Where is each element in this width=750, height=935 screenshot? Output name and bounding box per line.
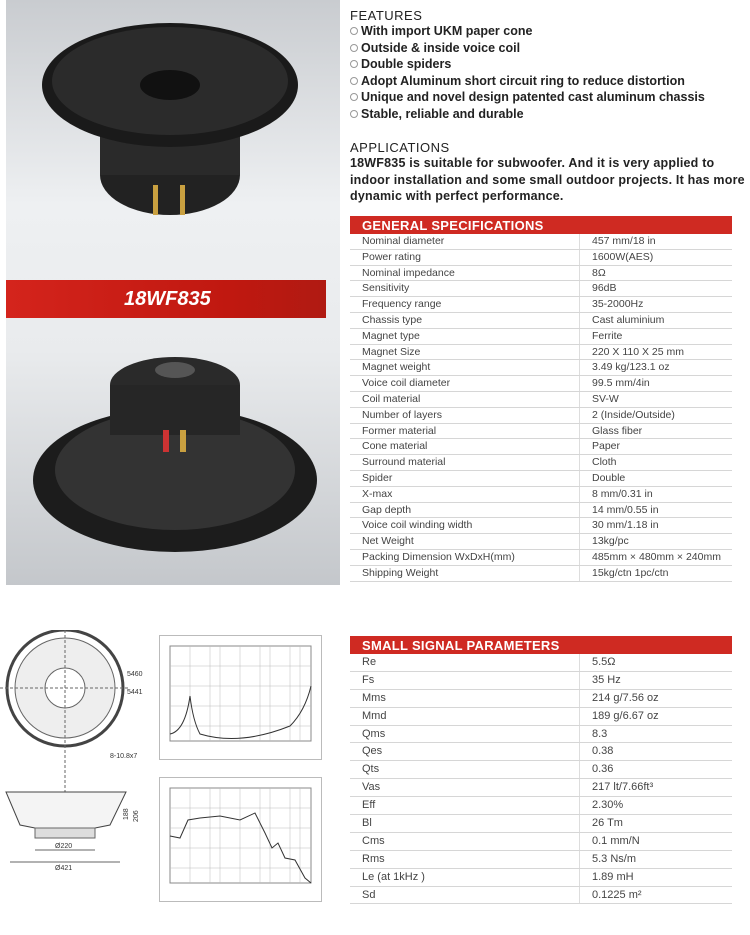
- table-row: [350, 726, 732, 744]
- feature-text: Adopt Aluminum short circuit ring to reduce distortion: [361, 73, 685, 88]
- param-value: 13kg/pc: [592, 535, 629, 548]
- table-row: [350, 360, 732, 376]
- table-row: [350, 376, 732, 392]
- feature-text: Stable, reliable and durable: [361, 106, 524, 121]
- bullet-icon: [350, 27, 358, 35]
- features-title: FEATURES: [350, 8, 423, 23]
- frequency-response-graph: [159, 777, 322, 902]
- model-banner: 18WF835: [6, 280, 326, 318]
- param-label: Packing Dimension WxDxH(mm): [350, 550, 580, 565]
- feature-item: [350, 56, 745, 73]
- table-row: [350, 313, 732, 329]
- param-label: Sd: [350, 887, 580, 904]
- table-row: [350, 690, 732, 708]
- param-value: 30 mm/1.18 in: [592, 519, 659, 532]
- bullet-icon: [350, 77, 358, 85]
- param-label: Spider: [350, 471, 580, 486]
- table-row: [350, 408, 732, 424]
- dim-label: 5441: [127, 689, 143, 696]
- feature-text: With import UKM paper cone: [361, 24, 533, 38]
- param-value: 189 g/6.67 oz: [592, 709, 659, 722]
- param-value: 14 mm/0.55 in: [592, 503, 659, 516]
- table-row: [350, 471, 732, 487]
- param-value: 2 (Inside/Outside): [592, 408, 675, 421]
- param-value: 217 lt/7.66ft³: [592, 781, 654, 794]
- param-value: 2.30%: [592, 799, 624, 812]
- param-value: 5.3 Ns/m: [592, 852, 637, 865]
- param-label: Surround material: [350, 455, 580, 470]
- table-row: [350, 424, 732, 440]
- param-label: Sensitivity: [350, 281, 580, 296]
- param-value: Double: [592, 471, 626, 484]
- feature-item: [350, 40, 745, 57]
- speaker-rear-image: [30, 330, 320, 570]
- param-value: 1.89 mH: [592, 870, 634, 883]
- param-label: Qts: [350, 761, 580, 778]
- param-value: 35-2000Hz: [592, 298, 644, 311]
- param-label: Eff: [350, 797, 580, 814]
- table-row: [350, 329, 732, 345]
- feature-item: [350, 106, 745, 123]
- table-row: [350, 234, 732, 250]
- param-value: Glass fiber: [592, 424, 643, 437]
- param-label: Shipping Weight: [350, 566, 580, 581]
- feature-item: [350, 89, 745, 106]
- param-label: Voice coil diameter: [350, 376, 580, 391]
- param-label: Fs: [350, 672, 580, 689]
- param-label: Qms: [350, 726, 580, 743]
- param-value: 8Ω: [592, 266, 606, 279]
- param-value: 26 Tm: [592, 817, 623, 830]
- param-label: Nominal diameter: [350, 234, 580, 249]
- param-value: 0.1 mm/N: [592, 834, 640, 847]
- param-label: Gap depth: [350, 503, 580, 518]
- table-row: [350, 672, 732, 690]
- small-signal-parameters-table: [350, 636, 732, 904]
- table-row: [350, 518, 732, 534]
- table-row: [350, 833, 732, 851]
- param-value: Ferrite: [592, 329, 623, 342]
- param-value: 8.3: [592, 727, 608, 740]
- table-row: [350, 869, 732, 887]
- bullet-icon: [350, 110, 358, 118]
- speaker-front-image: [35, 15, 305, 255]
- feature-text: Unique and novel design patented cast aluminum chassis: [361, 90, 705, 105]
- param-value: 0.1225 m²: [592, 888, 642, 901]
- param-label: Mms: [350, 690, 580, 707]
- table-row: [350, 851, 732, 869]
- param-label: Qes: [350, 743, 580, 760]
- param-value: 5.5Ω: [592, 656, 616, 668]
- general-specifications-table: [350, 216, 732, 582]
- dim-label: Ø220: [55, 843, 73, 850]
- dim-label: Ø421: [55, 865, 73, 872]
- param-label: Number of layers: [350, 408, 580, 423]
- param-label: Bl: [350, 815, 580, 832]
- param-value: 35 Hz: [592, 673, 621, 686]
- table-row: [350, 455, 732, 471]
- param-value: 0.36: [592, 763, 614, 776]
- table-row: [350, 761, 732, 779]
- param-label: Vas: [350, 779, 580, 796]
- table-row: [350, 534, 732, 550]
- bullet-icon: [350, 93, 358, 101]
- param-value: 3.49 kg/123.1 oz: [592, 361, 670, 374]
- table-row: [350, 487, 732, 503]
- dim-label: 5460: [127, 671, 143, 678]
- table-row: [350, 887, 732, 905]
- param-label: Re: [350, 654, 580, 671]
- table-row: [350, 743, 732, 761]
- table-row: [350, 392, 732, 408]
- features-section: [350, 8, 745, 123]
- param-label: Magnet Size: [350, 345, 580, 360]
- param-value: 8 mm/0.31 in: [592, 487, 653, 500]
- param-value: Cloth: [592, 456, 617, 469]
- table-row: [350, 708, 732, 726]
- param-value: 457 mm/18 in: [592, 235, 656, 247]
- param-label: Net Weight: [350, 534, 580, 549]
- dim-label: 188: [123, 808, 130, 820]
- applications-text: 18WF835 is suitable for subwoofer. And it is very applied to indoor installation and some small outdoor projects. It has more dynamic with perfect performance.: [350, 156, 745, 204]
- applications-title: APPLICATIONS: [350, 140, 450, 155]
- param-label: Mmd: [350, 708, 580, 725]
- param-value: Paper: [592, 440, 621, 453]
- param-value: 220 X 110 X 25 mm: [592, 345, 685, 358]
- param-label: Rms: [350, 851, 580, 868]
- param-value: 15kg/ctn 1pc/ctn: [592, 566, 669, 579]
- dim-label: 206: [133, 810, 140, 822]
- param-value: 214 g/7.56 oz: [592, 691, 659, 704]
- param-value: 0.38: [592, 745, 614, 758]
- table-row: [350, 297, 732, 313]
- feature-item: [350, 73, 745, 90]
- table-row: [350, 654, 732, 672]
- param-label: Former material: [350, 424, 580, 439]
- param-value: 96dB: [592, 282, 617, 295]
- table-row: [350, 250, 732, 266]
- table-row: [350, 566, 732, 582]
- param-value: 485mm × 480mm × 240mm: [592, 550, 721, 563]
- feature-item: [350, 23, 745, 40]
- param-label: Magnet weight: [350, 360, 580, 375]
- param-label: Frequency range: [350, 297, 580, 312]
- param-label: X-max: [350, 487, 580, 502]
- applications-section: [350, 140, 745, 205]
- param-value: SV-W: [592, 392, 619, 405]
- param-label: Coil material: [350, 392, 580, 407]
- param-value: 99.5 mm/4in: [592, 377, 650, 390]
- table-row: [350, 797, 732, 815]
- param-label: Chassis type: [350, 313, 580, 328]
- table-header: GENERAL SPECIFICATIONS: [350, 216, 732, 234]
- table-row: [350, 550, 732, 566]
- param-value: Cast aluminium: [592, 313, 665, 326]
- bullet-icon: [350, 60, 358, 68]
- table-row: [350, 503, 732, 519]
- param-value: 1600W(AES): [592, 250, 654, 263]
- dim-label: 8-10.8x7: [110, 753, 138, 760]
- table-row: [350, 439, 732, 455]
- table-row: [350, 345, 732, 361]
- feature-text: Outside & inside voice coil: [361, 40, 521, 55]
- table-row: [350, 815, 732, 833]
- param-label: Cone material: [350, 439, 580, 454]
- param-label: Le (at 1kHz ): [350, 869, 580, 886]
- table-row: [350, 779, 732, 797]
- table-header: SMALL SIGNAL PARAMETERS: [350, 636, 732, 654]
- bullet-icon: [350, 44, 358, 52]
- technical-drawing: [0, 630, 150, 910]
- table-row: [350, 266, 732, 282]
- table-row: [350, 281, 732, 297]
- param-label: Power rating: [350, 250, 580, 265]
- feature-text: Double spiders: [361, 57, 452, 72]
- param-label: Voice coil winding width: [350, 518, 580, 533]
- param-label: Nominal impedance: [350, 266, 580, 281]
- impedance-graph: [159, 635, 322, 760]
- param-label: Magnet type: [350, 329, 580, 344]
- param-label: Cms: [350, 833, 580, 850]
